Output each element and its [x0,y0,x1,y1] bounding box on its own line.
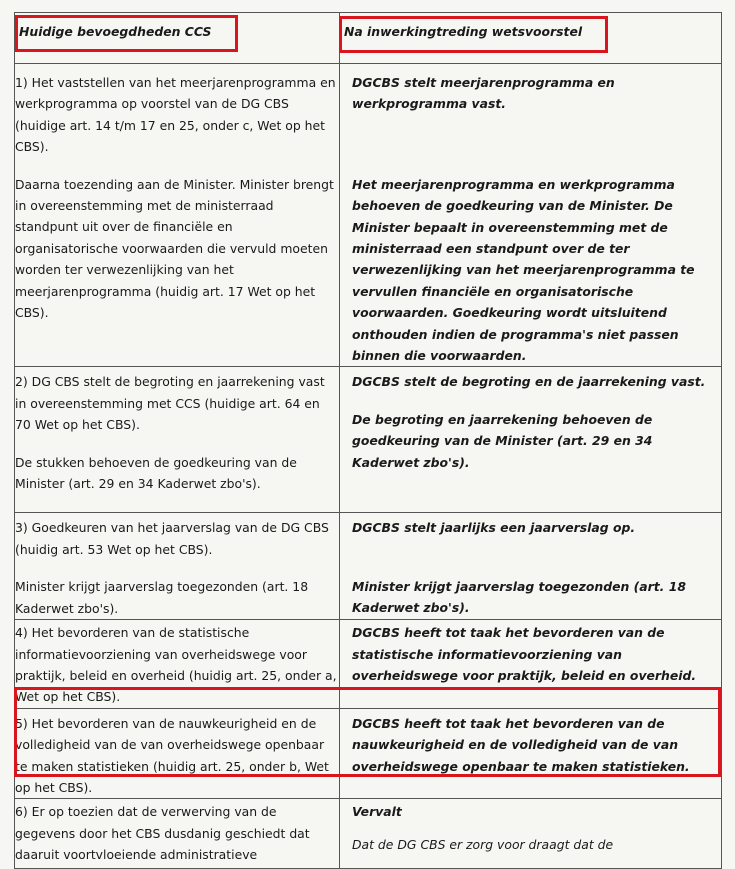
header-after-bill: Na inwerkingtreding wetsvoorstel [340,13,722,64]
row-1-current-p1: 1) Het vaststellen van het meerjarenprogramma en werkprogramma op voorstel van de DG CBS (huidige art. 14 t/m 17 en 25, onder c, Wet op het CBS). [15,75,336,155]
row-3-new-p2: Minister krijgt jaarverslag toegezonden (art. 18 Kaderwet zbo's). [352,578,686,616]
row-1-new-p2: Het meerjarenprogramma en werkprogramma behoeven de goedkeuring van de Minister. De Minister bepaalt in overeenstemming met de ministerraad een standpunt over de ter verwezenlijking van het meerjarenprogramma te vervullen financiële en organisatorische voorwaarden. Goedkeuring wordt uitsluitend onthouden indien de programma's niet passen binnen die voorwaarden. [352,176,695,364]
row-6-current-p1: 6) Er op toezien dat de verwerving van de gegevens door het CBS dusdanig geschiedt dat daaruit voortvloeiende administratieve [15,804,310,863]
row-3-current-p2: Minister krijgt jaarverslag toegezonden (art. 18 Kaderwet zbo's). [15,579,309,616]
row-5-current-p1: 5) Het bevorderen van de nauwkeurigheid en de volledigheid van de van overheidswege openbaar te maken statistieken (huidig art. 25, onder b, Wet op het CBS). [15,715,329,795]
table-row [15,64,722,367]
row-6-new-p1: Vervalt [352,804,402,820]
row-4-new-p1: DGCBS heeft tot taak het bevorderen van de statistische informatievoorziening van overheidswege voor praktijk, beleid en overheid. [352,625,697,683]
row-3-current-p1: 3) Goedkeuren van het jaarverslag van de DG CBS (huidig art. 53 Wet op het CBS). [15,520,329,557]
row-6-new-p2: Dat de DG CBS er zorg voor draagt dat de [352,836,614,852]
row-3-current [15,513,340,620]
row-1-new [340,64,722,367]
row-1-current [15,64,340,367]
table-row [15,367,722,513]
row-5-new-p1: DGCBS heeft tot taak het bevorderen van de nauwkeurigheid en de volledigheid van de van overheidswege openbaar te maken statistieken. [352,715,690,774]
header-row [15,13,722,64]
row-4-current-p1: 4) Het bevorderen van de statistische informatievoorziening van overheidswege voor praktijk, beleid en overheid (huidig art. 25, onder a, Wet op het CBS). [15,625,337,705]
row-4-new [340,620,722,709]
row-5-new [340,708,722,799]
row-6-current [15,799,340,869]
row-2-new [340,367,722,513]
row-1-current-p2: Daarna toezending aan de Minister. Minister brengt in overeenstemming met de ministerraad standpunt uit over de financiële en organisatorische voorwaarden die vervuld moeten worden ter verwezenlijking van het meerjarenprogramma (huidig art. 17 Wet op het CBS). [15,176,334,321]
table-row [15,799,722,869]
row-1-new-p1: DGCBS stelt meerjarenprogramma en werkprogramma vast. [352,75,615,112]
table-row [15,708,722,799]
comparison-table [14,12,722,869]
row-5-current [15,708,340,799]
row-2-current [15,367,340,513]
row-3-new-p1: DGCBS stelt jaarlijks een jaarverslag op. [352,520,636,536]
row-2-new-p2: De begroting en jaarrekening behoeven de goedkeuring van de Minister (art. 29 en 34 Kaderwet zbo's). [352,411,653,470]
row-2-new-p1: DGCBS stelt de begroting en de jaarrekening vast. [352,374,706,390]
table-row [15,620,722,709]
header-current-powers: Huidige bevoegdheden CCS [15,13,340,64]
row-6-new [340,799,722,869]
row-4-current [15,620,340,709]
table-row [15,513,722,620]
row-2-current-p1: 2) DG CBS stelt de begroting en jaarrekening vast in overeenstemming met CCS (huidige art. 64 en 70 Wet op het CBS). [15,374,325,433]
row-2-current-p2: De stukken behoeven de goedkeuring van de Minister (art. 29 en 34 Kaderwet zbo's). [15,454,297,492]
row-3-new [340,513,722,620]
